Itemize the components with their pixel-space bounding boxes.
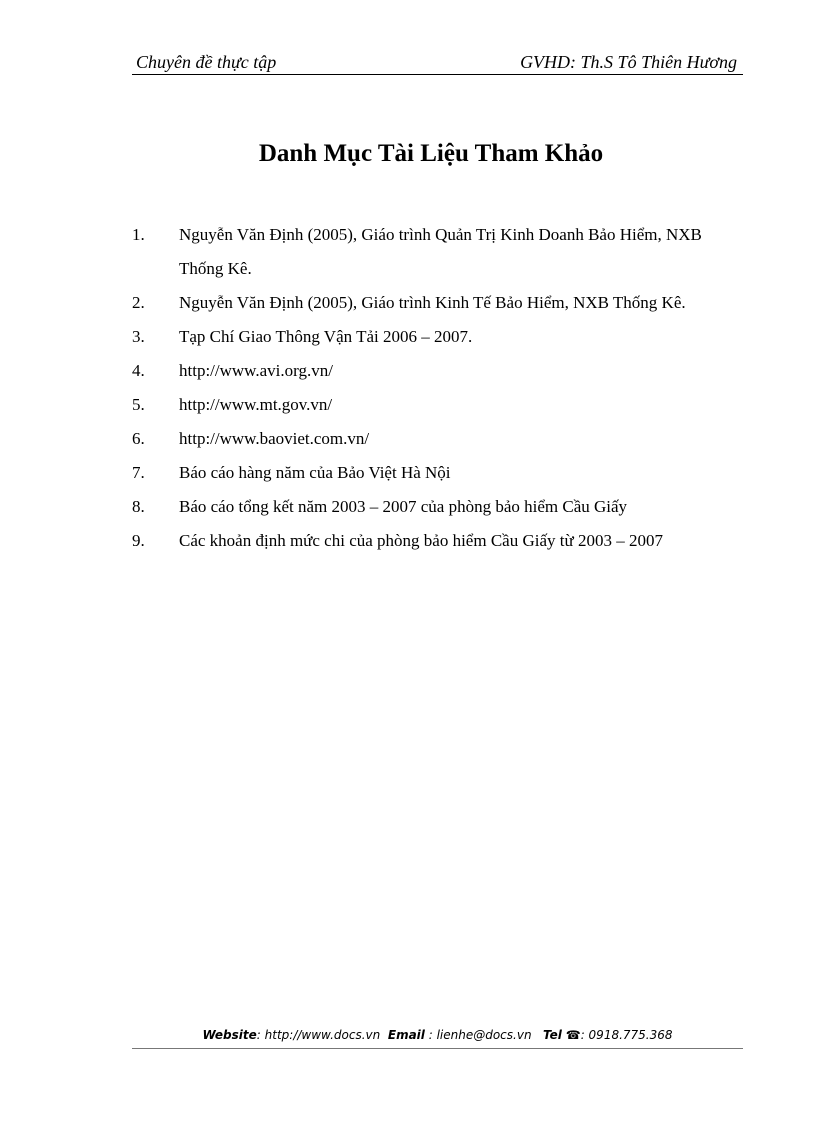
item-link[interactable]: http://www.mt.gov.vn/ [179, 395, 333, 414]
item-text: Báo cáo tổng kết năm 2003 – 2007 của phòng bảo hiểm Cầu Giấy [179, 497, 628, 516]
item-number: 8. [132, 497, 145, 516]
item-number: 6. [132, 429, 145, 448]
item-number: 7. [132, 463, 145, 482]
email-link[interactable]: : lienhe@docs.vn [424, 1028, 532, 1042]
item-number: 4. [132, 361, 145, 380]
item-text: Báo cáo hàng năm của Bảo Việt Hà Nội [179, 463, 451, 482]
item-text: Các khoản định mức chi của phòng bảo hiểm Cầu Giấy từ 2003 – 2007 [179, 531, 663, 550]
header-right: GVHD: Th.S Tô Thiên Hương [520, 52, 737, 72]
list-item [132, 218, 732, 286]
list-item [132, 422, 732, 456]
list-item [132, 524, 732, 558]
tel-number: : 0918.775.368 [580, 1028, 673, 1042]
header-left: Chuyên đề thực tập [136, 52, 277, 72]
list-item [132, 456, 732, 490]
email-label: Email [387, 1028, 425, 1042]
item-link[interactable]: http://www.baoviet.com.vn/ [179, 429, 370, 448]
item-number: 9. [132, 531, 145, 550]
item-text: Nguyễn Văn Định (2005), Giáo trình Kinh Tế Bảo Hiểm, NXB Thống Kê. [179, 293, 686, 312]
item-number: 3. [132, 327, 145, 346]
list-item [132, 490, 732, 524]
page-title: Danh Mục Tài Liệu Tham Khảo [258, 140, 604, 167]
list-item [132, 286, 732, 320]
list-item [132, 354, 732, 388]
list-item [132, 320, 732, 354]
page-header [132, 52, 743, 75]
item-number: 5. [132, 395, 145, 414]
list-item [132, 388, 732, 422]
reference-list [132, 218, 732, 558]
website-link[interactable]: : http://www.docs.vn [256, 1028, 381, 1042]
item-number: 1. [132, 225, 145, 244]
website-label: Website [202, 1028, 257, 1042]
item-link[interactable]: http://www.avi.org.vn/ [179, 361, 333, 380]
tel-label: Tel [543, 1028, 562, 1042]
item-number: 2. [132, 293, 145, 312]
item-text: Tạp Chí Giao Thông Vận Tải 2006 – 2007. [179, 327, 473, 346]
page-footer [132, 1028, 743, 1049]
phone-icon: ☎ [565, 1028, 581, 1042]
item-text: Nguyễn Văn Định (2005), Giáo trình Quản Trị Kinh Doanh Bảo Hiểm, NXB Thống Kê. [179, 225, 702, 278]
